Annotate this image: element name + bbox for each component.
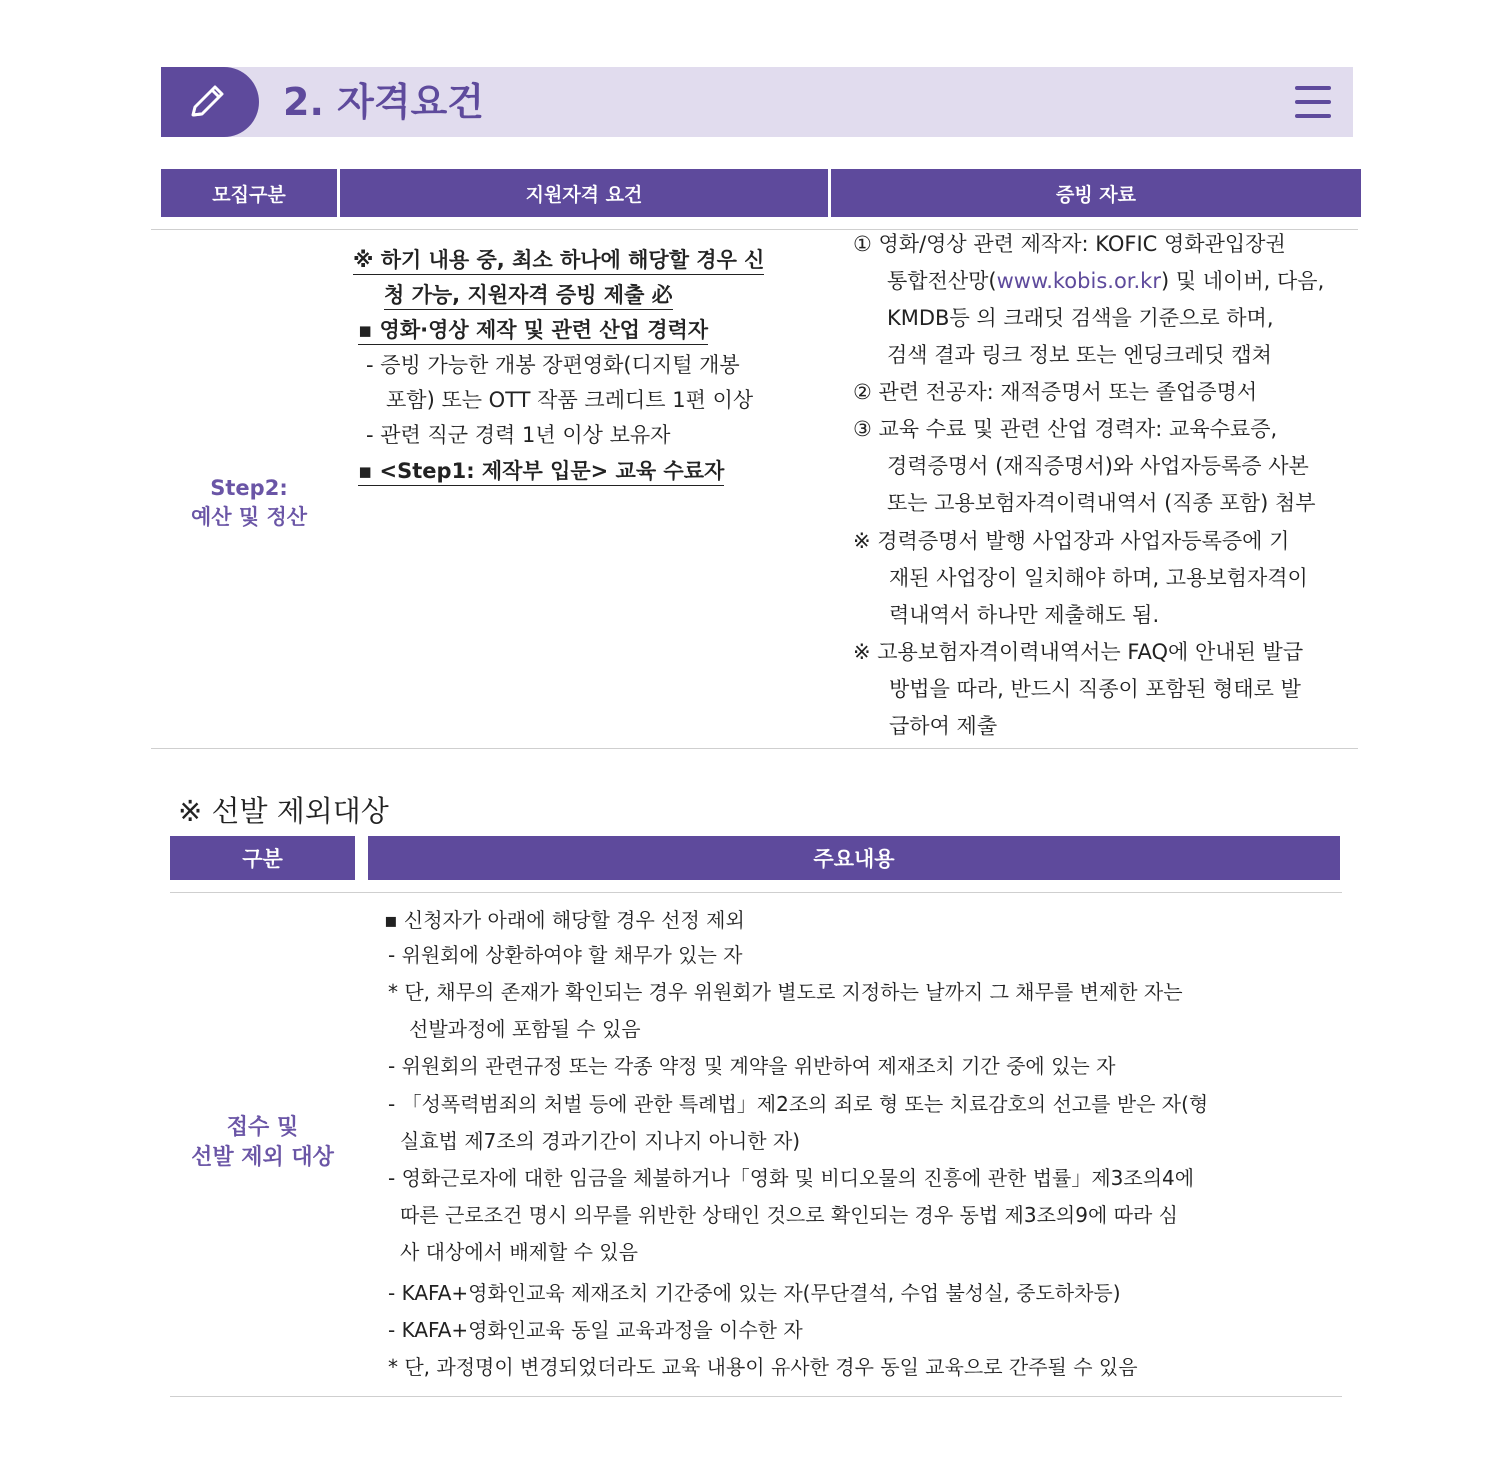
table2-row-label bbox=[170, 1113, 355, 1173]
exclusion-line-13: * 단, 과정명이 변경되었더라도 교육 내용이 유사한 경우 동일 교육으로 간주될 수 있음 bbox=[388, 1355, 1138, 1379]
menu-icon[interactable] bbox=[1295, 83, 1333, 121]
req-line-7: ▪ <Step1: 제작부 입문> 교육 수료자 bbox=[358, 459, 724, 486]
table1-bottom-rule bbox=[151, 748, 1358, 749]
pencil-icon bbox=[185, 81, 229, 123]
kobis-link[interactable]: www.kobis.or.kr bbox=[996, 269, 1161, 293]
table2-top-rule bbox=[170, 892, 1342, 893]
row-label-line2: 예산 및 정산 bbox=[190, 505, 308, 529]
doc-line-10: 재된 사업장이 일치해야 하며, 고용보험자격이 bbox=[889, 566, 1308, 590]
doc-line-11: 력내역서 하나만 제출해도 됨. bbox=[889, 603, 1160, 627]
doc-line-6: ③ 교육 수료 및 관련 산업 경력자: 교육수료증, bbox=[853, 417, 1278, 441]
exclusion-line-5: - 위원회의 관련규정 또는 각종 약정 및 계약을 위반하여 제재조치 기간 중에 있는 자 bbox=[388, 1054, 1116, 1078]
req-note-cont bbox=[384, 280, 673, 310]
req-line-4: - 증빙 가능한 개봉 장편영화(디지털 개봉 bbox=[366, 353, 740, 377]
table1-header-category: 모집구분 bbox=[161, 169, 337, 217]
req-bullet-2 bbox=[358, 456, 724, 486]
exclusion-line-3: * 단, 채무의 존재가 확인되는 경우 위원회가 별도로 지정하는 날까지 그 채무를 변제한 자는 bbox=[388, 980, 1183, 1004]
exclusion-line-6: - 「성폭력범죄의 처벌 등에 관한 특례법」제2조의 죄로 형 또는 치료감호의 선고를 받은 자(형 bbox=[388, 1092, 1209, 1116]
req-line-1: ※ 하기 내용 중, 최소 하나에 해당할 경우 신 bbox=[353, 248, 764, 275]
req-line-3: ▪ 영화·영상 제작 및 관련 산업 경력자 bbox=[358, 318, 708, 345]
exclusion-line-4: 선발과정에 포함될 수 있음 bbox=[409, 1017, 641, 1041]
section2-title: ※ 선발 제외대상 bbox=[178, 794, 389, 828]
table1-header-requirements: 지원자격 요건 bbox=[340, 169, 828, 217]
banner-icon-cap bbox=[161, 67, 259, 137]
exclusion-line-7: 실효법 제7조의 경과기간이 지나지 아니한 자) bbox=[400, 1129, 801, 1153]
table2-bottom-rule bbox=[170, 1396, 1342, 1397]
doc-line-9: ※ 경력증명서 발행 사업장과 사업자등록증에 기 bbox=[853, 529, 1290, 553]
doc-line-8: 또는 고용보험자격이력내역서 (직종 포함) 첨부 bbox=[887, 491, 1316, 515]
table1-header-documents: 증빙 자료 bbox=[831, 169, 1361, 217]
req-bullet-1 bbox=[358, 315, 708, 345]
page-title: 2. 자격요건 bbox=[283, 80, 484, 124]
doc-line-3: KMDB등 의 크래딧 검색을 기준으로 하며, bbox=[887, 306, 1274, 330]
exclusion-line-8: - 영화근로자에 대한 임금을 체불하거나「영화 및 비디오물의 진흥에 관한 법률」제3조의4에 bbox=[388, 1166, 1195, 1190]
req-line-2: 청 가능, 지원자격 증빙 제출 必 bbox=[384, 283, 673, 310]
doc-line-5: ② 관련 전공자: 재적증명서 또는 졸업증명서 bbox=[853, 380, 1258, 404]
table2-label-line1: 접수 및 bbox=[226, 1115, 299, 1140]
exclusion-line-1: ▪ 신청자가 아래에 해당할 경우 선정 제외 bbox=[384, 908, 745, 932]
table2-label-line2: 선발 제외 대상 bbox=[191, 1145, 334, 1170]
table1-row-label bbox=[161, 474, 337, 532]
row-label-line1: Step2: bbox=[210, 476, 288, 500]
req-note bbox=[353, 245, 764, 275]
doc-line-12: ※ 고용보험자격이력내역서는 FAQ에 안내된 발급 bbox=[853, 640, 1304, 664]
doc-line-14: 급하여 제출 bbox=[889, 714, 998, 738]
doc-line-1: ① 영화/영상 관련 제작자: KOFIC 영화관입장권 bbox=[853, 232, 1286, 256]
req-line-5: 포함) 또는 OTT 작품 크레디트 1편 이상 bbox=[386, 388, 754, 412]
doc-line-2 bbox=[887, 266, 1324, 296]
table2-header-category: 구분 bbox=[170, 836, 355, 880]
exclusion-line-9: 따른 근로조건 명시 의무를 위반한 상태인 것으로 확인되는 경우 동법 제3조의9에 따라 심 bbox=[400, 1203, 1178, 1227]
doc-line-13: 방법을 따라, 반드시 직종이 포함된 형태로 발 bbox=[889, 677, 1301, 701]
exclusion-line-2: - 위원회에 상환하여야 할 채무가 있는 자 bbox=[388, 943, 743, 967]
doc-line-7: 경력증명서 (재직증명서)와 사업자등록증 사본 bbox=[887, 454, 1309, 478]
doc-line-2a: 통합전산망( bbox=[887, 269, 997, 293]
req-line-6: - 관련 직군 경력 1년 이상 보유자 bbox=[366, 423, 671, 447]
exclusion-line-12: - KAFA+영화인교육 동일 교육과정을 이수한 자 bbox=[388, 1318, 803, 1342]
table2-header-content: 주요내용 bbox=[368, 836, 1340, 880]
doc-line-4: 검색 결과 링크 정보 또는 엔딩크레딧 캡쳐 bbox=[887, 343, 1272, 367]
doc-line-2b: ) 및 네이버, 다음, bbox=[1160, 269, 1325, 293]
exclusion-line-11: - KAFA+영화인교육 제재조치 기간중에 있는 자(무단결석, 수업 불성실, 중도하차등) bbox=[388, 1281, 1121, 1305]
exclusion-line-10: 사 대상에서 배제할 수 있음 bbox=[400, 1240, 638, 1264]
